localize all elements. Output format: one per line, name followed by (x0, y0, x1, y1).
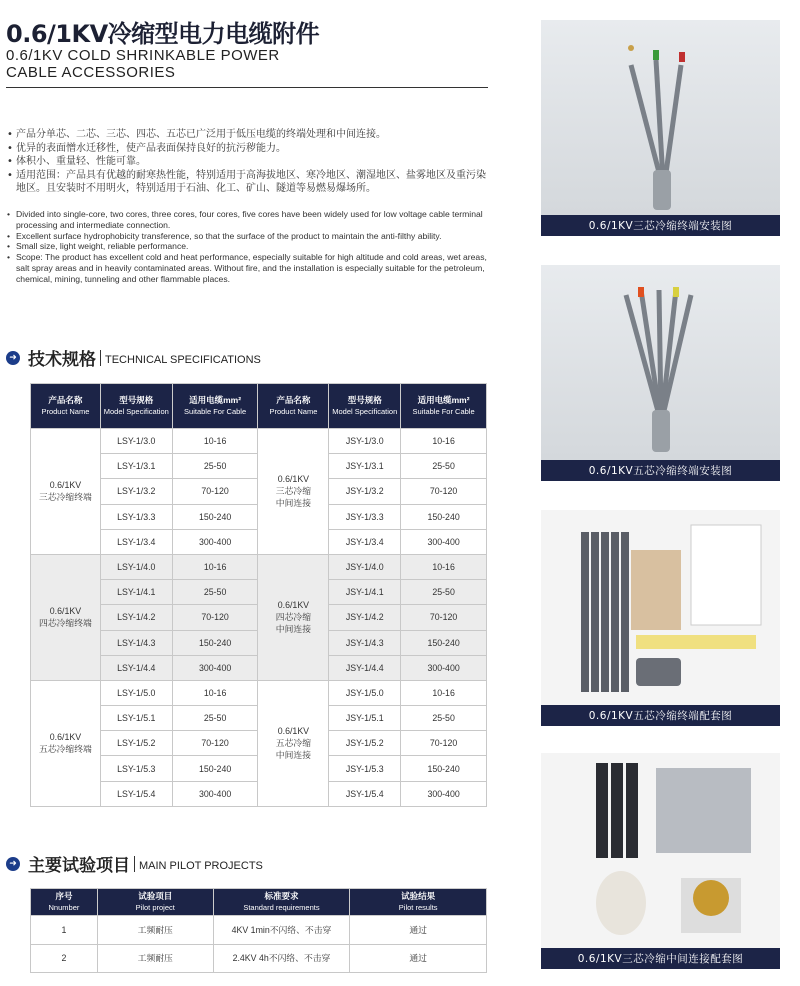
column-header: 序号 Nnumber (31, 889, 98, 916)
cable-size-cell: 10-16 (401, 554, 487, 579)
model-cell: JSY-1/5.2 (329, 731, 401, 756)
model-cell: LSY-1/3.3 (100, 504, 172, 529)
model-cell: LSY-1/3.4 (100, 529, 172, 554)
photo-caption: 0.6/1KV五芯冷缩终端配套图 (541, 705, 780, 726)
model-cell: JSY-1/4.1 (329, 580, 401, 605)
cable-size-cell: 10-16 (172, 429, 258, 454)
feature-item: • Scope: The product has excellent cold and heat performance, especially suitable for high altitude and cold areas, wet areas, salt spray areas and in heavily contaminated areas. Without fire, and the installation is especially suitable for the petroleum, chemical, mining, tunneling and other flammable places. (6, 252, 491, 284)
cable-size-cell: 150-240 (401, 756, 487, 781)
table-cell: 通过 (350, 916, 487, 945)
cable-size-cell: 300-400 (401, 781, 487, 806)
cable-size-cell: 150-240 (172, 756, 258, 781)
arrow-right-circle-icon: ➜ (6, 857, 20, 871)
photo-caption: 0.6/1KV五芯冷缩终端安装图 (541, 460, 780, 481)
table-cell: 1 (31, 916, 98, 945)
model-cell: JSY-1/3.0 (329, 429, 401, 454)
spec-table (30, 383, 487, 807)
photo-3core-joint-kit (541, 753, 780, 969)
column-header: 型号规格 Model Specification (329, 384, 401, 429)
model-cell: LSY-1/4.0 (100, 554, 172, 579)
photo-3core-termination (541, 20, 780, 236)
cable-size-cell: 70-120 (401, 479, 487, 504)
page-subtitle: 0.6/1KV COLD SHRINKABLE POWER CABLE ACCESSORIES (6, 47, 280, 81)
cable-size-cell: 70-120 (401, 731, 487, 756)
column-header: 适用电缆mm² Suitable For Cable (401, 384, 487, 429)
model-cell: JSY-1/4.3 (329, 630, 401, 655)
model-cell: JSY-1/5.1 (329, 706, 401, 731)
cable-size-cell: 10-16 (401, 680, 487, 705)
model-cell: LSY-1/3.1 (100, 454, 172, 479)
table-row (31, 944, 487, 973)
feature-item: • 体积小、重量轻、性能可靠。 (6, 155, 491, 169)
cable-size-cell: 70-120 (172, 605, 258, 630)
cable-size-cell: 25-50 (172, 580, 258, 605)
model-cell: LSY-1/4.2 (100, 605, 172, 630)
features-en (6, 209, 491, 285)
features-cn (6, 128, 491, 196)
pilot-table (30, 888, 487, 973)
model-cell: LSY-1/5.0 (100, 680, 172, 705)
cable-size-cell: 10-16 (172, 680, 258, 705)
model-cell: LSY-1/5.1 (100, 706, 172, 731)
photo-5core-kit (541, 510, 780, 726)
cable-size-cell: 300-400 (401, 529, 487, 554)
cable-size-cell: 70-120 (401, 605, 487, 630)
table-row (31, 429, 487, 454)
model-cell: LSY-1/3.2 (100, 479, 172, 504)
product-photo (541, 20, 780, 215)
product-name-cell: 0.6/1KV 五芯冷缩终端 (31, 680, 101, 806)
feature-item: • Divided into single-core, two cores, three cores, four cores, five cores have been widely used for low voltage cable terminal processing and intermediate connection. (6, 209, 491, 231)
table-cell: 4KV 1min不闪络、不击穿 (213, 916, 350, 945)
cable-size-cell: 150-240 (172, 504, 258, 529)
column-header: 试验项目 Pilot project (97, 889, 213, 916)
feature-item: • Excellent surface hydrophobicity transference, so that the surface of the product to maintain the anti-filthy ability. (6, 231, 491, 242)
feature-item: • Small size, light weight, reliable performance. (6, 241, 491, 252)
model-cell: JSY-1/3.2 (329, 479, 401, 504)
product-name-cell: 0.6/1KV 四芯冷缩终端 (31, 554, 101, 680)
model-cell: LSY-1/5.3 (100, 756, 172, 781)
product-name-cell: 0.6/1KV 四芯冷缩 中间连接 (258, 554, 329, 680)
photo-5core-termination (541, 265, 780, 481)
pilot-section-heading: ➜ 主要试验项目 MAIN PILOT PROJECTS (6, 851, 263, 876)
cable-size-cell: 150-240 (401, 504, 487, 529)
cable-size-cell: 25-50 (401, 706, 487, 731)
divider (6, 87, 488, 88)
table-cell: 通过 (350, 944, 487, 973)
column-header: 产品名称 Product Name (258, 384, 329, 429)
column-header: 产品名称 Product Name (31, 384, 101, 429)
column-header: 标准要求 Standard requirements (213, 889, 350, 916)
product-photo (541, 510, 780, 705)
model-cell: JSY-1/4.2 (329, 605, 401, 630)
model-cell: JSY-1/5.0 (329, 680, 401, 705)
product-name-cell: 0.6/1KV 三芯冷缩终端 (31, 429, 101, 555)
model-cell: LSY-1/4.1 (100, 580, 172, 605)
feature-item: • 优异的表面憎水迁移性，使产品表面保持良好的抗污秽能力。 (6, 142, 491, 156)
model-cell: LSY-1/4.4 (100, 655, 172, 680)
photo-caption: 0.6/1KV三芯冷缩中间连接配套图 (541, 948, 780, 969)
header-row (31, 889, 487, 916)
model-cell: LSY-1/4.3 (100, 630, 172, 655)
cable-size-cell: 150-240 (172, 630, 258, 655)
table-row (31, 916, 487, 945)
product-photo (541, 265, 780, 460)
header-row (31, 384, 487, 429)
table-cell: 2.4KV 4h不闪络、不击穿 (213, 944, 350, 973)
model-cell: JSY-1/4.0 (329, 554, 401, 579)
model-cell: JSY-1/3.4 (329, 529, 401, 554)
spec-section-heading: ➜ 技术规格 TECHNICAL SPECIFICATIONS (6, 345, 261, 370)
product-photo (541, 753, 780, 948)
cable-size-cell: 300-400 (401, 655, 487, 680)
column-header: 试验结果 Pilot results (350, 889, 487, 916)
arrow-right-circle-icon: ➜ (6, 351, 20, 365)
photo-caption: 0.6/1KV三芯冷缩终端安装图 (541, 215, 780, 236)
model-cell: JSY-1/5.4 (329, 781, 401, 806)
cable-size-cell: 25-50 (401, 454, 487, 479)
cable-size-cell: 10-16 (172, 554, 258, 579)
table-cell: 工频耐压 (97, 944, 213, 973)
feature-item: • 适用范围：产品具有优越的耐寒热性能，特别适用于高海拔地区、寒冷地区、潮湿地区、盐雾地区及重污染地区。且安装时不用明火，特别适用于石油、化工、矿山、隧道等易燃易爆场所。 (6, 169, 491, 196)
feature-item: • 产品分单芯、二芯、三芯、四芯、五芯已广泛用于低压电缆的终端处理和中间连接。 (6, 128, 491, 142)
table-cell: 2 (31, 944, 98, 973)
table-row (31, 680, 487, 705)
model-cell: JSY-1/3.3 (329, 504, 401, 529)
cable-size-cell: 25-50 (401, 580, 487, 605)
column-header: 适用电缆mm² Suitable For Cable (172, 384, 258, 429)
model-cell: JSY-1/4.4 (329, 655, 401, 680)
table-cell: 工频耐压 (97, 916, 213, 945)
model-cell: JSY-1/3.1 (329, 454, 401, 479)
cable-size-cell: 150-240 (401, 630, 487, 655)
cable-size-cell: 70-120 (172, 479, 258, 504)
product-name-cell: 0.6/1KV 三芯冷缩 中间连接 (258, 429, 329, 555)
model-cell: LSY-1/3.0 (100, 429, 172, 454)
model-cell: LSY-1/5.4 (100, 781, 172, 806)
table-row (31, 554, 487, 579)
cable-size-cell: 25-50 (172, 454, 258, 479)
cable-size-cell: 10-16 (401, 429, 487, 454)
model-cell: JSY-1/5.3 (329, 756, 401, 781)
product-name-cell: 0.6/1KV 五芯冷缩 中间连接 (258, 680, 329, 806)
column-header: 型号规格 Model Specification (100, 384, 172, 429)
cable-size-cell: 70-120 (172, 731, 258, 756)
cable-size-cell: 25-50 (172, 706, 258, 731)
cable-size-cell: 300-400 (172, 529, 258, 554)
cable-size-cell: 300-400 (172, 781, 258, 806)
page-title: 0.6/1KV冷缩型电力电缆附件 (6, 20, 320, 48)
cable-size-cell: 300-400 (172, 655, 258, 680)
model-cell: LSY-1/5.2 (100, 731, 172, 756)
